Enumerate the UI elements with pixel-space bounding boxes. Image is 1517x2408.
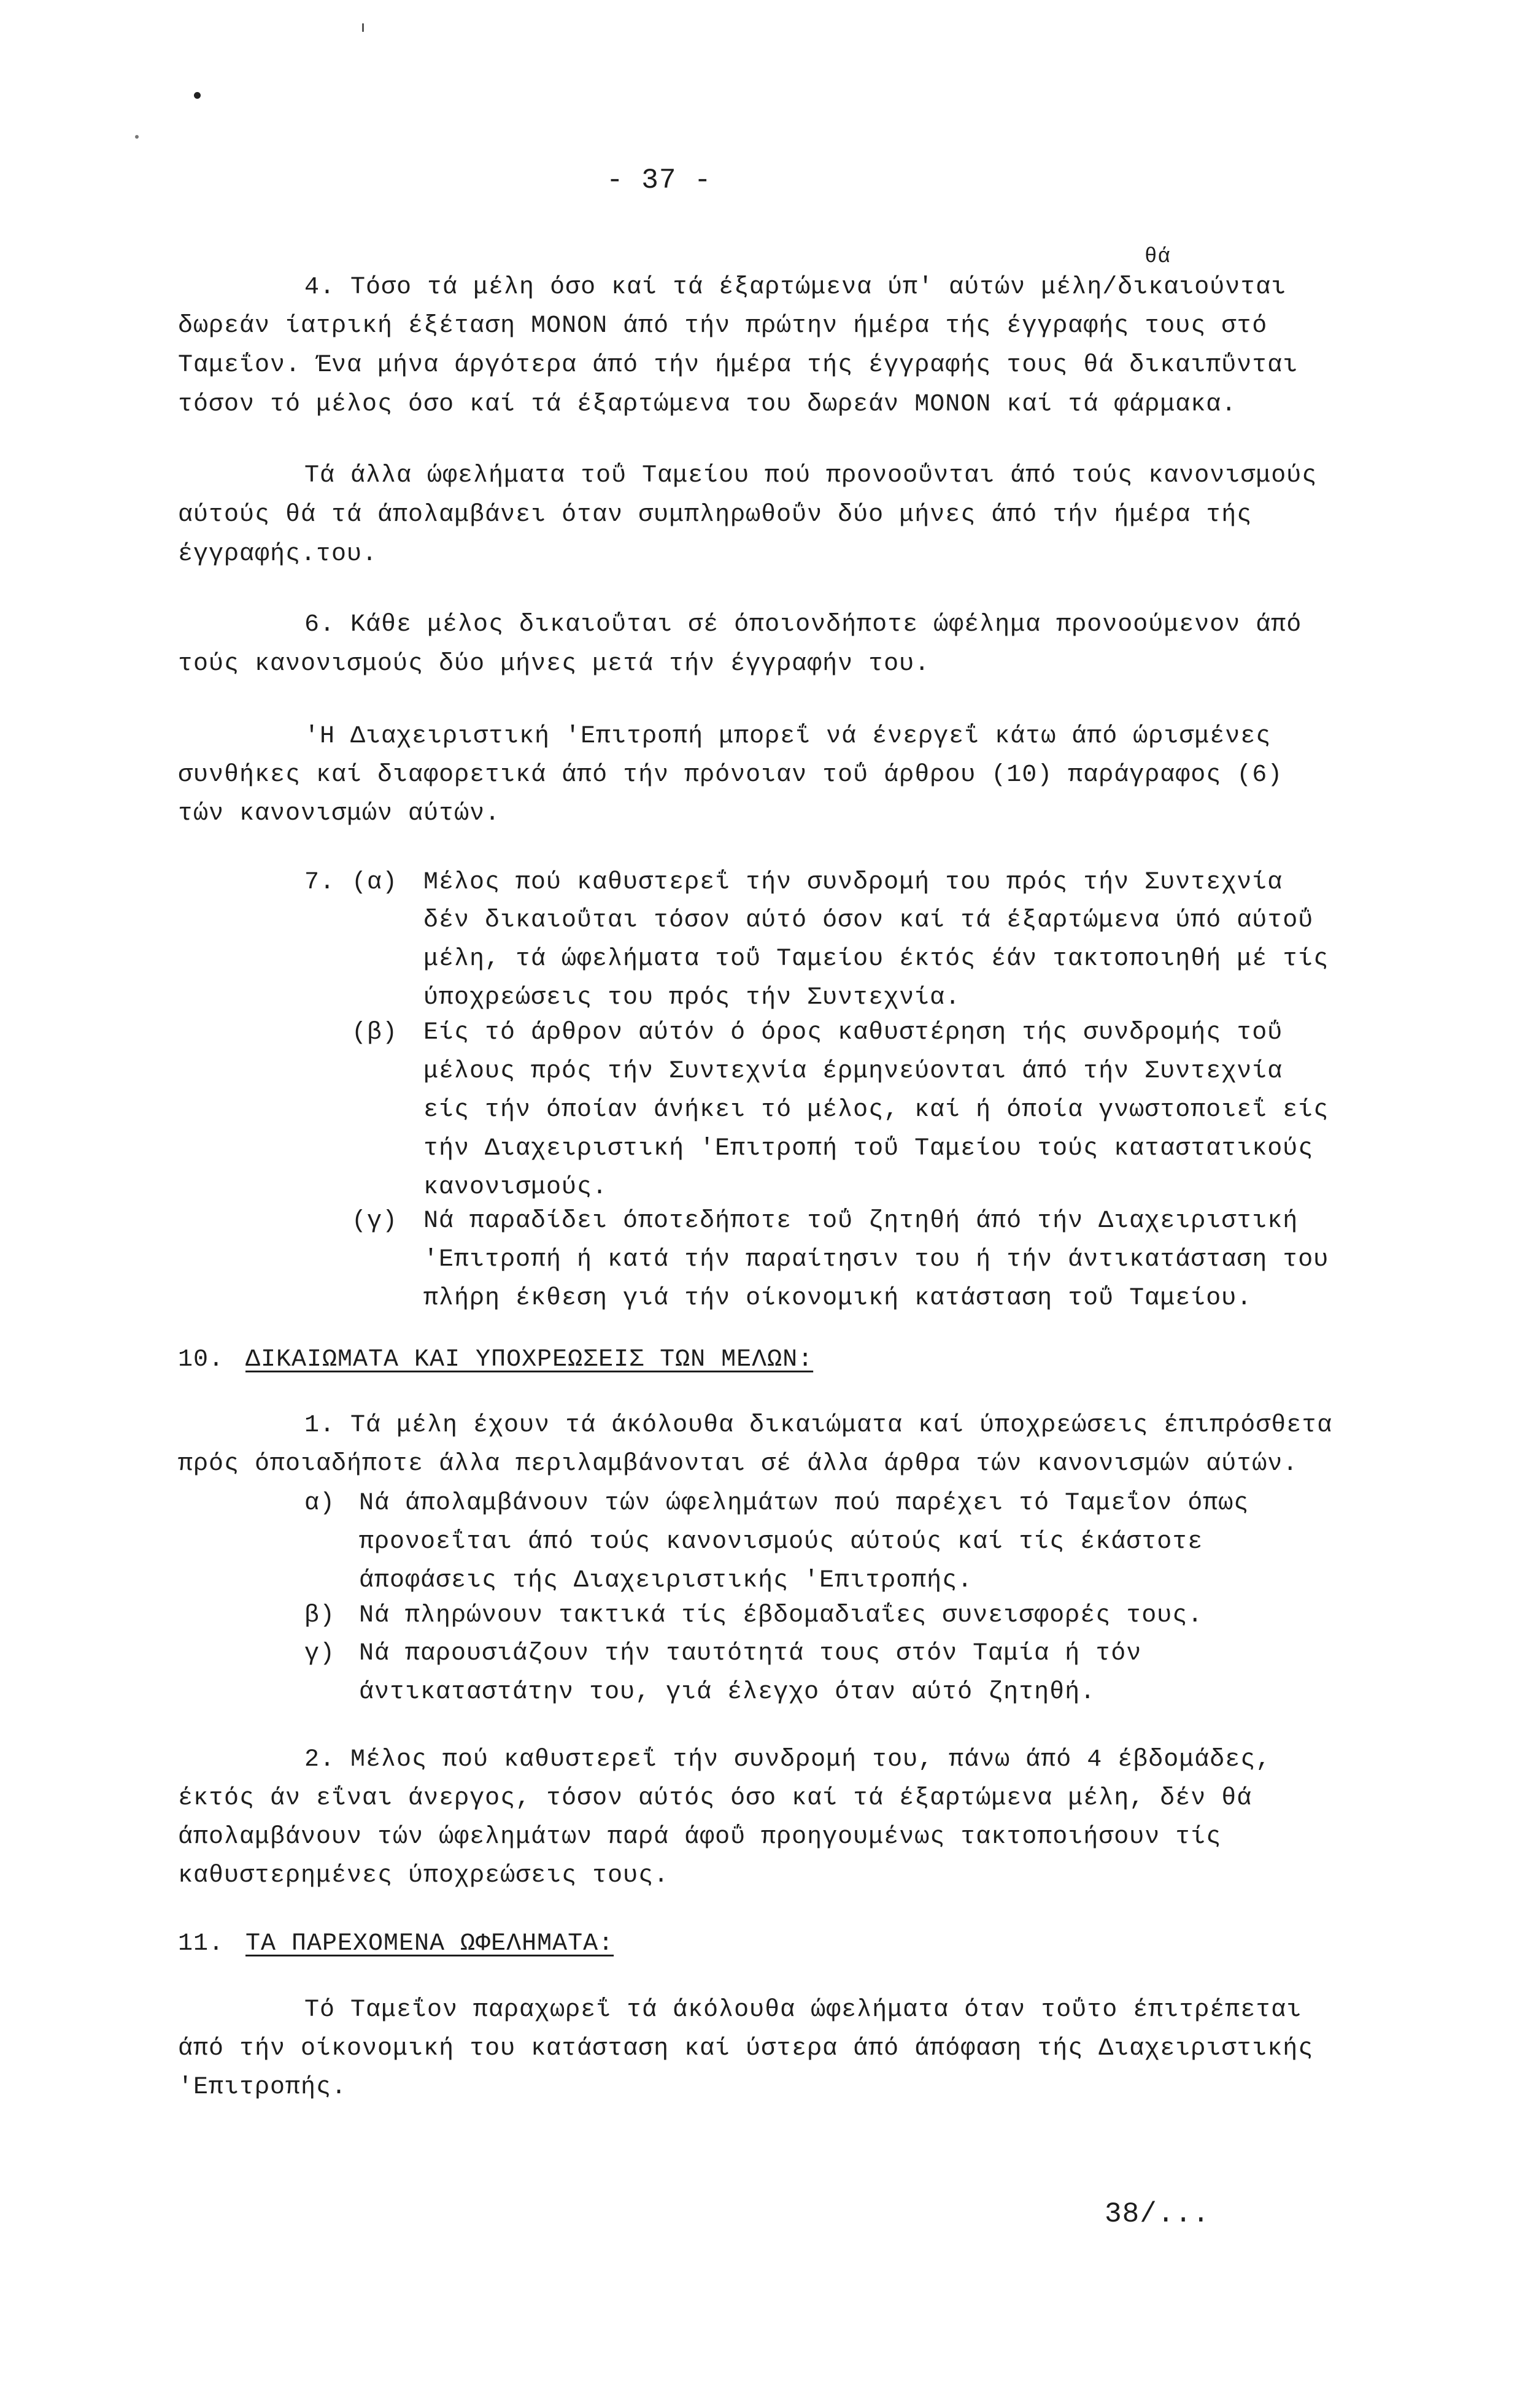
page-number: - 37 - (606, 164, 712, 196)
section10-number: 10. (178, 1346, 225, 1374)
interlinear-insertion: θά (1145, 245, 1171, 269)
section10-item-line: Νά παρουσιάζουν τήν ταυτότητά τους στόν Ταμία ή τόν (359, 1640, 1142, 1668)
para7-item-line: κανονισμούς. (423, 1174, 608, 1201)
section10-item-line: προνοεΐται άπό τούς κανονισμούς αύτούς καί τίς έκάστοτε (359, 1528, 1203, 1556)
para5-line: αύτούς θά τά άπολαμβάνει όταν συμπληρωθοΰν δύο μήνες άπό τήν ήμέρα τής (178, 501, 1253, 529)
para7-item-label: (γ) (352, 1207, 398, 1235)
para4-line: δωρεάν ίατρική έξέταση ΜΟΝΟΝ άπό τήν πρώτην ήμέρα τής έγγραφής τους στό (178, 312, 1268, 340)
para5-line: έγγραφής.του. (178, 540, 378, 568)
para4-line: 4. Τόσο τά μέλη όσο καί τά έξαρτώμενα ύπ' αύτών μέλη/δικαιούνται (304, 274, 1287, 301)
para7-item-line: ύποχρεώσεις του πρός τήν Συντεχνία. (423, 984, 961, 1012)
section10-item-line: Νά άπολαμβάνουν τών ώφελημάτων πού παρέχει τό Ταμεΐον όπως (359, 1490, 1249, 1517)
para6b-line: συνθήκες καί διαφορετικά άπό τήν πρόνοιαν τοΰ άρθρου (10) παράγραφος (6) (178, 761, 1283, 789)
para7-item-line: δέν δικαιοΰται τόσον αύτό όσον καί τά έξαρτώμενα ύπό αύτοΰ (423, 907, 1314, 934)
para5-line: Τά άλλα ώφελήματα τοΰ Ταμείου πού προνοοΰνται άπό τούς κανονισμούς (304, 462, 1318, 490)
section10-p2-line: καθυστερημένες ύποχρεώσεις τους. (178, 1862, 670, 1890)
para7-item-line: Μέλος πού καθυστερεΐ τήν συνδρομή του πρός τήν Συντεχνία (423, 869, 1283, 896)
section10-heading: ΔΙΚΑΙΩΜΑΤΑ ΚΑΙ ΥΠΟΧΡΕΩΣΕΙΣ ΤΩΝ ΜΕΛΩΝ: (245, 1346, 814, 1374)
para4-line: Ταμεΐον. Ένα μήνα άργότερα άπό τήν ήμέρα τής έγγραφής τους θά δικαιπΰνται (178, 352, 1299, 379)
section10-item-label: γ) (304, 1640, 336, 1668)
scan-speck (135, 135, 139, 139)
para7-item-label: (β) (352, 1019, 398, 1047)
section10-p1-line: πρός όποιαδήποτε άλλα περιλαμβάνονται σέ άλλα άρθρα τών κανονισμών αύτών. (178, 1450, 1299, 1478)
para6b-line: 'Η Διαχειριστική 'Επιτροπή μπορεΐ νά ένεργεΐ κάτω άπό ώρισμένες (304, 723, 1272, 750)
para7-item-line: τήν Διαχειριστική 'Επιτροπή τοΰ Ταμείου τούς καταστατικούς (423, 1135, 1314, 1163)
section11-line: Τό Ταμεΐον παραχωρεΐ τά άκόλουθα ώφελήματα όταν τοΰτο έπιτρέπεται (304, 1996, 1302, 2024)
para4-line: τόσον τό μέλος όσο καί τά έξαρτώμενα του δωρεάν ΜΟΝΟΝ καί τά φάρμακα. (178, 391, 1237, 418)
section10-p2-line: άπολαμβάνουν τών ώφελημάτων παρά άφοΰ προηγουμένως τακτοποιήσουν τίς (178, 1823, 1222, 1851)
para7-item-line: Νά παραδίδει όποτεδήποτε τοΰ ζητηθή άπό τήν Διαχειριστική (423, 1207, 1299, 1235)
para7-number: 7. (304, 869, 336, 896)
section11-line: άπό τήν οίκονομική του κατάσταση καί ύστερα άπό άπόφαση τής Διαχειριστικής (178, 2035, 1314, 2063)
para7-item-label: (α) (352, 869, 398, 896)
para7-item-line: πλήρη έκθεση γιά τήν οίκονομική κατάσταση τοΰ Ταμείου. (423, 1285, 1253, 1312)
para7-item-line: 'Επιτροπή ή κατά τήν παραίτησιν του ή τήν άντικατάσταση του (423, 1246, 1329, 1274)
para7-item-line: μέλους πρός τήν Συντεχνία έρμηνεύονται άπό τήν Συντεχνία (423, 1058, 1283, 1085)
para6b-line: τών κανονισμών αύτών. (178, 800, 501, 828)
section10-p2-line: 2. Μέλος πού καθυστερεΐ τήν συνδρομή του, πάνω άπό 4 έβδομάδες, (304, 1746, 1272, 1774)
section11-number: 11. (178, 1930, 225, 1958)
section10-item-line: άντικαταστάτην του, γιά έλεγχο όταν αύτό ζητηθή. (359, 1679, 1096, 1706)
continuation-marker: 38/... (1105, 2198, 1210, 2230)
section11-line: 'Επιτροπής. (178, 2074, 347, 2101)
para7-item-line: Είς τό άρθρον αύτόν ό όρος καθυστέρηση τής συνδρομής τοΰ (423, 1019, 1283, 1047)
section10-item-line: Νά πληρώνουν τακτικά τίς έβδομαδιαΐες συνεισφορές τους. (359, 1602, 1203, 1629)
para7-item-line: μέλη, τά ώφελήματα τοΰ Ταμείου έκτός έάν τακτοποιηθή μέ τίς (423, 945, 1329, 973)
section10-p1-line: 1. Τά μέλη έχουν τά άκόλουθα δικαιώματα καί ύποχρεώσεις έπιπρόσθετα (304, 1412, 1333, 1439)
section10-item-label: α) (304, 1490, 336, 1517)
scan-speck (362, 23, 364, 32)
section10-item-line: άποφάσεις τής Διαχειριστικής 'Επιτροπής. (359, 1567, 973, 1594)
section11-heading: ΤΑ ΠΑΡΕΧΟΜΕΝΑ ΩΦΕΛΗΜΑΤΑ: (245, 1930, 614, 1958)
section10-p2-line: έκτός άν εΐναι άνεργος, τόσον αύτός όσο καί τά έξαρτώμενα μέλη, δέν θά (178, 1785, 1253, 1812)
scan-speck (194, 92, 201, 99)
para7-item-line: είς τήν όποίαν άνήκει τό μέλος, καί ή όποία γνωστοποιεΐ είς (423, 1096, 1329, 1124)
para6-line: 6. Κάθε μέλος δικαιοΰται σέ όποιονδήποτε ώφέλημα προνοούμενον άπό (304, 611, 1302, 639)
para6-line: τούς κανονισμούς δύο μήνες μετά τήν έγγραφήν του. (178, 650, 930, 678)
section10-item-label: β) (304, 1602, 336, 1629)
